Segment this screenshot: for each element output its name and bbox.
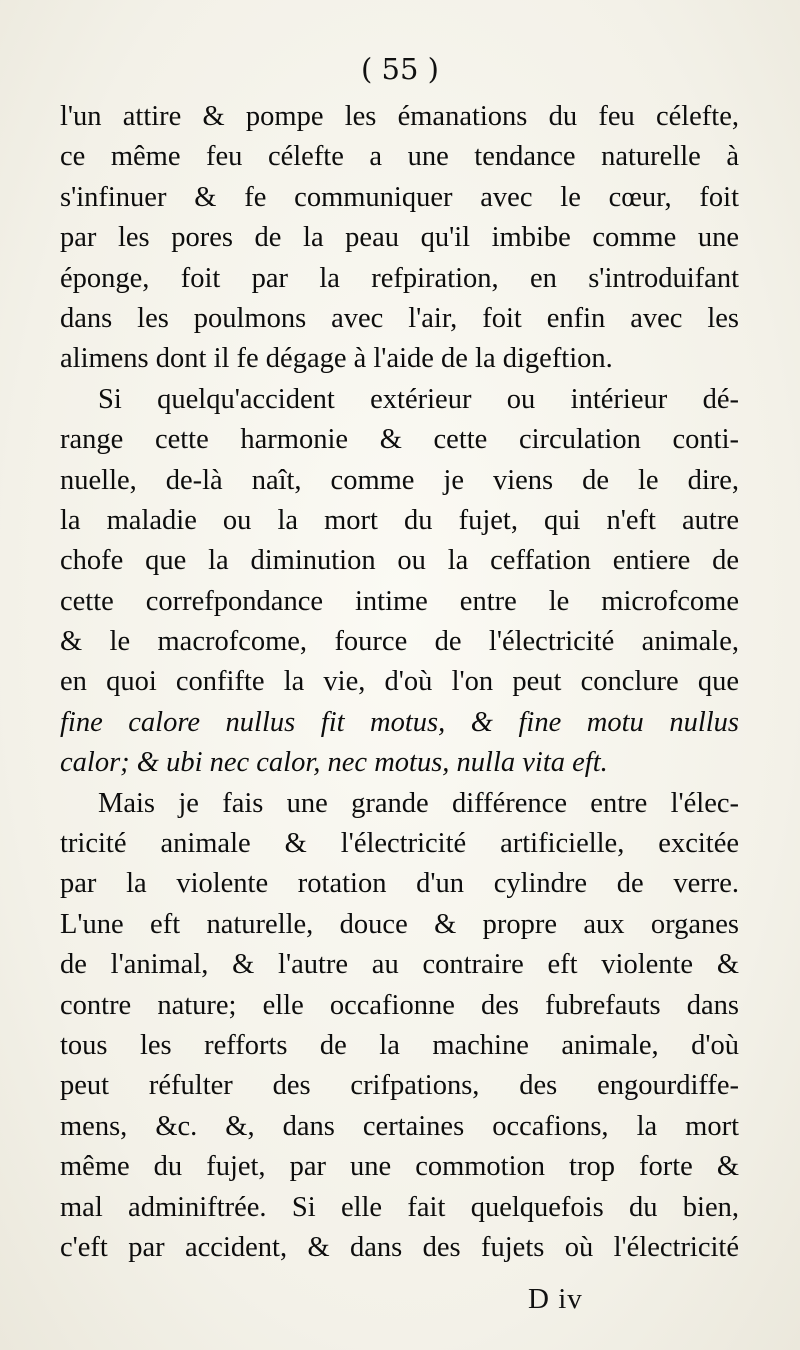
text-line: la maladie ou la mort du fujet, qui n'eft autre: [60, 504, 739, 536]
text-line: de l'animal, & l'autre au contraire eft violente &: [60, 949, 739, 981]
text-line: par la violente rotation d'un cylindre de verre.: [60, 868, 739, 900]
text-line: cette correfpondance intime entre le microfcome: [60, 585, 739, 617]
body-text: [60, 97, 739, 1268]
text-line: & le macrofcome, fource de l'électricité animale,: [60, 626, 739, 658]
text-line: mal adminiftrée. Si elle fait quelquefois du bien,: [60, 1191, 739, 1223]
text-line: range cette harmonie & cette circulation conti-: [60, 424, 739, 456]
page-number: ( 55 ): [361, 52, 439, 86]
text-line: fine calore nullus fit motus, & fine motu nullus: [60, 706, 739, 738]
text-line: s'infinuer & fe communiquer avec le cœur, foit: [60, 181, 739, 213]
text-line: chofe que la diminution ou la ceffation entiere de: [60, 545, 739, 577]
text-line: en quoi confifte la vie, d'où l'on peut conclure que: [60, 666, 739, 698]
text-line: alimens dont il fe dégage à l'aide de la digeftion.: [60, 343, 613, 375]
text-line: c'eft par accident, & dans des fujets où l'électricité: [60, 1231, 739, 1263]
signature-catchword: D iv: [528, 1283, 583, 1315]
text-line: nuelle, de-là naît, comme je viens de le dire,: [60, 464, 739, 496]
text-line: éponge, foit par la refpiration, en s'introduifant: [60, 262, 739, 294]
text-line: L'une eft naturelle, douce & propre aux organes: [60, 908, 739, 940]
text-line: peut réfulter des crifpations, des engourdiffe-: [60, 1070, 739, 1102]
text-line: mens, &c. &, dans certaines occafions, la mort: [60, 1110, 739, 1142]
text-line: l'un attire & pompe les émanations du feu célefte,: [60, 101, 739, 132]
text-line: ce même feu célefte a une tendance naturelle à: [60, 141, 739, 173]
text-line: Si quelqu'accident extérieur ou intérieur dé-: [98, 383, 739, 415]
text-line: Mais je fais une grande différence entre l'élec-: [98, 787, 739, 819]
text-line: contre nature; elle occafionne des fubrefauts dans: [60, 989, 739, 1021]
text-line: même du fujet, par une commotion trop forte &: [60, 1151, 739, 1183]
text-line: tous les refforts de la machine animale, d'où: [60, 1029, 739, 1061]
text-line: calor; & ubi nec calor, nec motus, nulla vita eft.: [60, 747, 608, 779]
text-line: par les pores de la peau qu'il imbibe comme une: [60, 222, 739, 254]
text-line: dans les poulmons avec l'air, foit enfin avec les: [60, 302, 739, 334]
text-line: tricité animale & l'électricité artificielle, excitée: [60, 828, 739, 860]
